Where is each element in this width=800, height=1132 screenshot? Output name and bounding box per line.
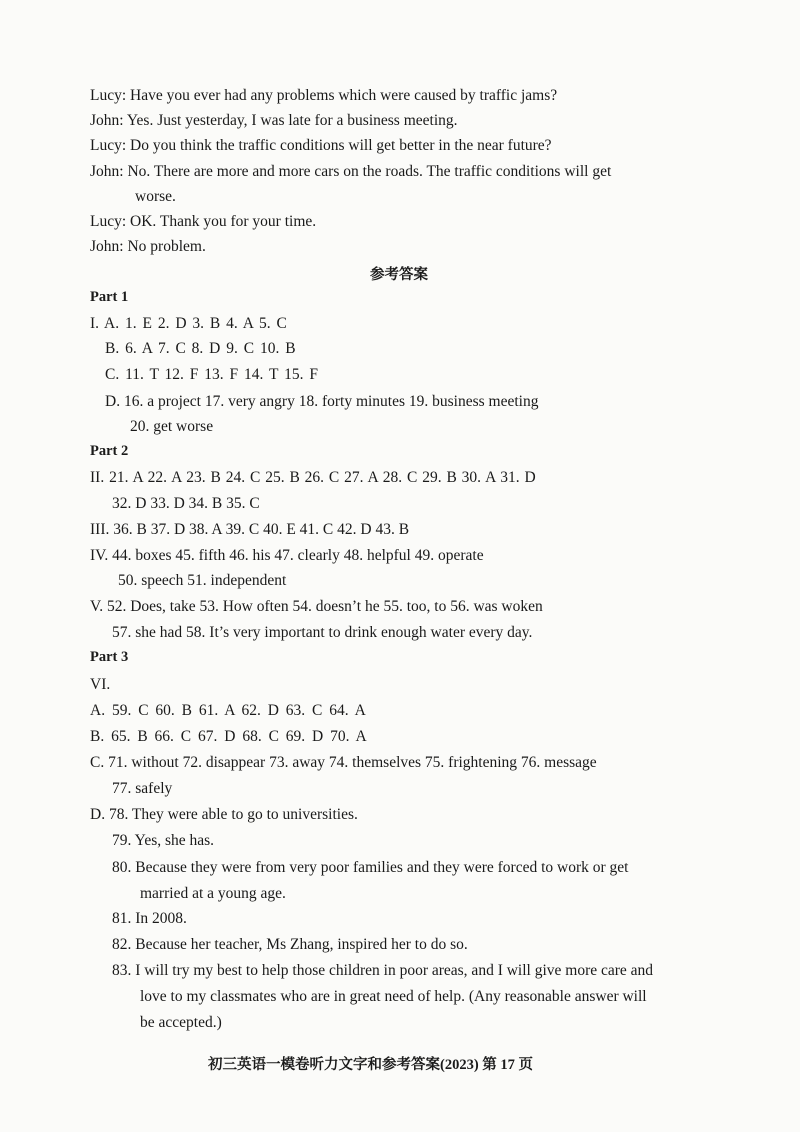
- dialogue-line-1: [90, 86, 557, 106]
- answer-line-VI-C: C. 71. without 72. disappear 73. away 74. themselves 75. frightening 76. message: [90, 754, 597, 771]
- answer-line-VI-D-83-cont: love to my classmates who are in great need of help. (Any reasonable answer will: [140, 988, 647, 1005]
- speaker-label: Lucy:: [90, 137, 127, 154]
- dialogue-text: No. There are more and more cars on the roads. The traffic conditions will get: [127, 163, 612, 180]
- answer-line-VI-A: A. 59. C 60. B 61. A 62. D 63. C 64. A: [90, 702, 366, 719]
- answers-title: 参考答案: [370, 267, 428, 283]
- dialogue-line-6: [90, 237, 206, 257]
- answer-line-I-C: C. 11. T 12. F 13. F 14. T 15. F: [105, 366, 318, 383]
- speaker-label: John:: [90, 238, 124, 255]
- dialogue-text: Yes. Just yesterday, I was late for a business meeting.: [126, 112, 458, 129]
- dialogue-line-4: [90, 162, 611, 182]
- answer-line-VI-D-80: 80. Because they were from very poor families and they were forced to work or get: [112, 859, 629, 876]
- answer-line-VI: VI.: [90, 676, 111, 693]
- speaker-label: John:: [90, 112, 124, 129]
- dialogue-line-3: [90, 136, 552, 156]
- answer-line-VI-D-83: 83. I will try my best to help those children in poor areas, and I will give more care and: [112, 962, 654, 979]
- answer-line-VI-D-82: 82. Because her teacher, Ms Zhang, inspired her to do so.: [112, 936, 468, 953]
- answer-line-VI-B: B. 65. B 66. C 67. D 68. C 69. D 70. A: [90, 728, 367, 745]
- dialogue-text: Do you think the traffic conditions will get better in the near future?: [130, 137, 552, 154]
- answer-line-I-B: B. 6. A 7. C 8. D 9. C 10. B: [105, 340, 296, 357]
- speaker-label: Lucy:: [90, 213, 127, 230]
- page-footer: 初三英语一模卷听力文字和参考答案(2023) 第 17 页: [208, 1057, 534, 1073]
- answer-line-II-cont: 32. D 33. D 34. B 35. C: [112, 495, 260, 512]
- answer-line-V: V. 52. Does, take 53. How often 54. doesn’t he 55. too, to 56. was woken: [90, 598, 543, 615]
- answer-line-VI-D-80-cont: married at a young age.: [140, 885, 286, 902]
- answer-line-VI-D-81: 81. In 2008.: [112, 910, 187, 927]
- answer-line-V-cont: 57. she had 58. It’s very important to drink enough water every day.: [112, 624, 533, 641]
- answer-line-VI-C-cont: 77. safely: [112, 780, 173, 797]
- answer-line-VI-D-79: 79. Yes, she has.: [112, 832, 215, 849]
- answer-line-IV: IV. 44. boxes 45. fifth 46. his 47. clearly 48. helpful 49. operate: [90, 547, 484, 564]
- part-3-heading: Part 3: [90, 649, 129, 665]
- dialogue-line-2: [90, 111, 458, 131]
- dialogue-text: Have you ever had any problems which were caused by traffic jams?: [130, 87, 558, 104]
- speaker-label: John:: [90, 163, 124, 180]
- answer-line-IV-cont: 50. speech 51. independent: [118, 572, 287, 589]
- answer-line-II: II. 21. A 22. A 23. B 24. C 25. B 26. C 27. A 28. C 29. B 30. A 31. D: [90, 469, 536, 486]
- part-1-heading: Part 1: [90, 289, 129, 305]
- dialogue-line-4-cont: worse.: [135, 188, 176, 205]
- answer-line-VI-D-78: D. 78. They were able to go to universities.: [90, 806, 358, 823]
- speaker-label: Lucy:: [90, 87, 127, 104]
- part-2-heading: Part 2: [90, 443, 129, 459]
- answer-line-VI-D-83-cont2: be accepted.): [140, 1014, 222, 1031]
- answer-line-I-D-cont: 20. get worse: [130, 418, 214, 435]
- answer-line-I-D: D. 16. a project 17. very angry 18. forty minutes 19. business meeting: [105, 393, 539, 410]
- dialogue-text: OK. Thank you for your time.: [130, 213, 317, 230]
- answer-line-I-A: I. A. 1. E 2. D 3. B 4. A 5. C: [90, 315, 287, 332]
- dialogue-text: No problem.: [127, 238, 206, 255]
- answer-line-III: III. 36. B 37. D 38. A 39. C 40. E 41. C 42. D 43. B: [90, 521, 410, 538]
- dialogue-line-5: [90, 212, 316, 232]
